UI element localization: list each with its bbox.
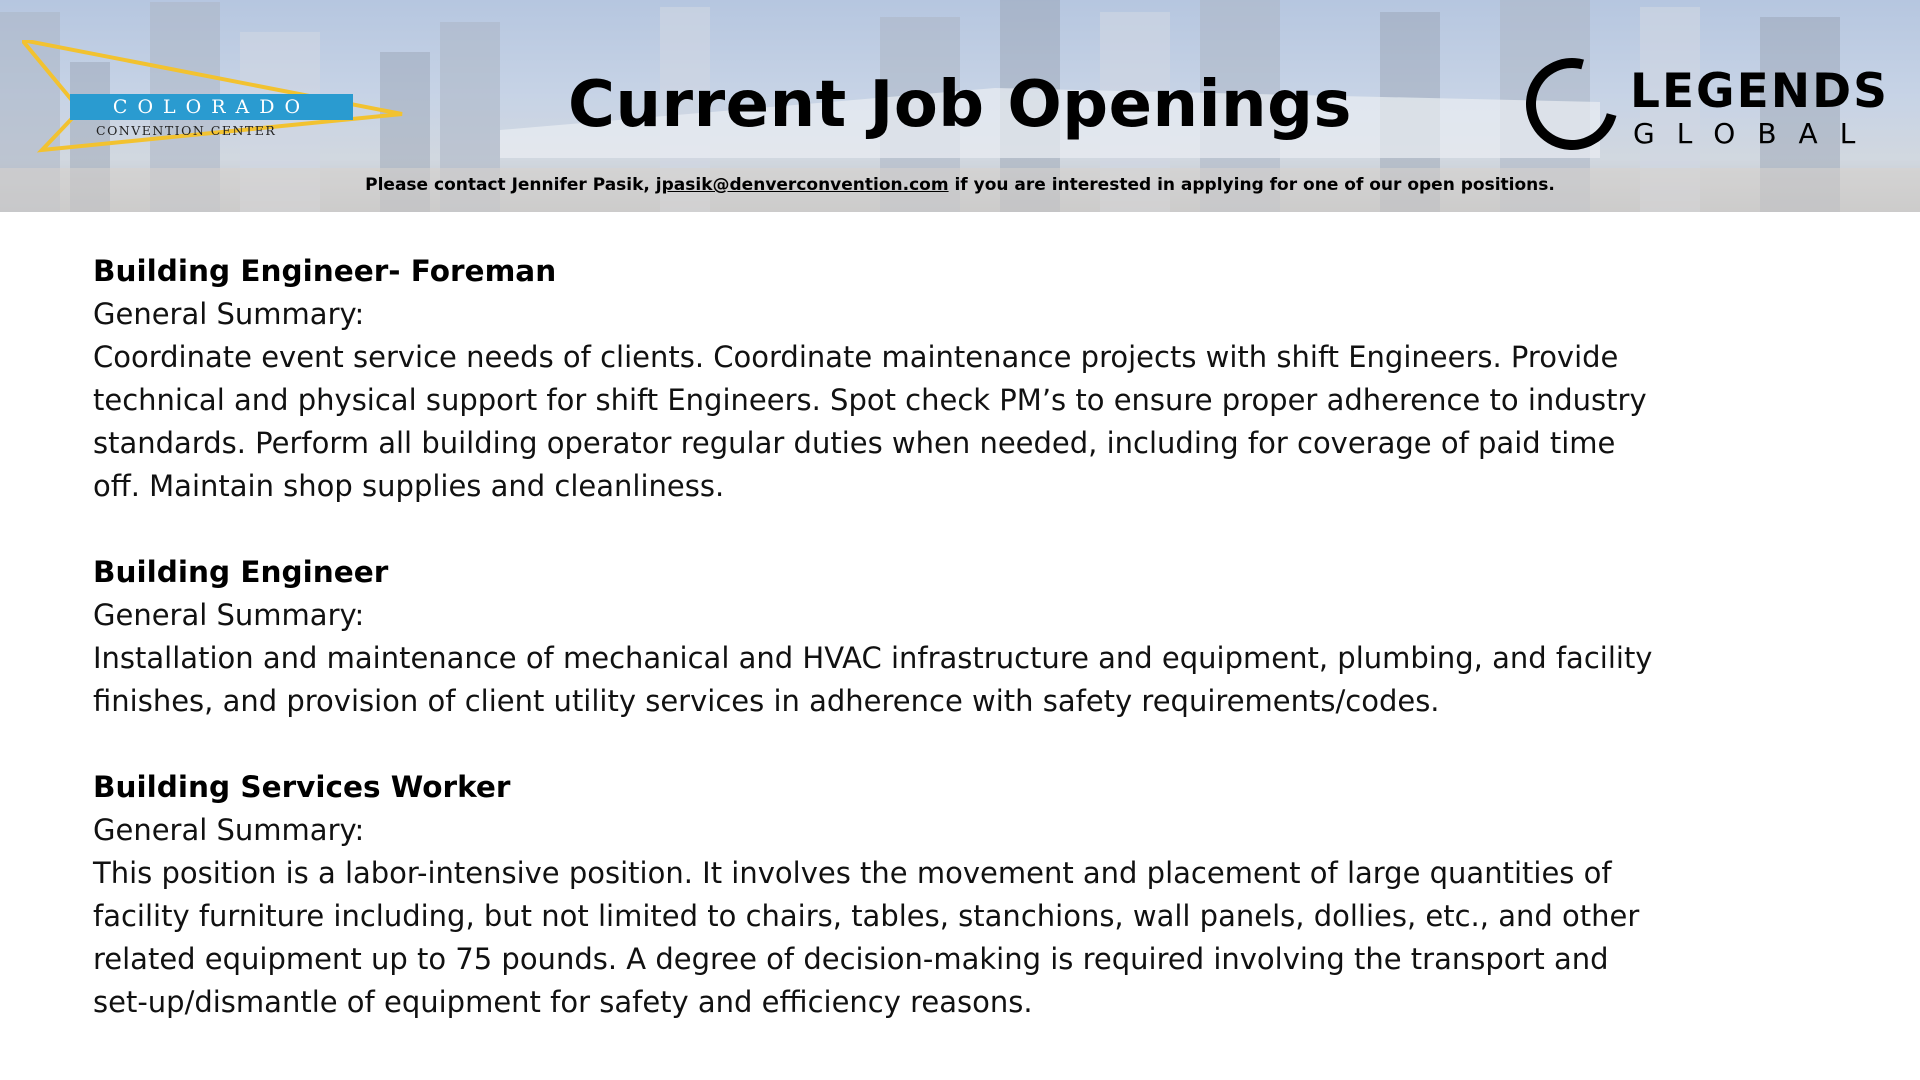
contact-prefix: Please contact Jennifer Pasik, (365, 175, 656, 195)
job-description-line: Installation and maintenance of mechanical and HVAC infrastructure and equipment, plumbing, and facility (93, 641, 1653, 675)
contact-suffix: if you are interested in applying for one of our open positions. (948, 175, 1555, 195)
job-title: Building Engineer (93, 555, 389, 589)
job-summary-label: General Summary: (93, 813, 365, 847)
contact-email-link[interactable]: jpasik@denverconvention.com (655, 175, 949, 195)
job-listings (93, 250, 1893, 1067)
logo-subtitle: CONVENTION CENTER (96, 123, 277, 138)
legends-logo-subword: GLOBAL (1633, 117, 1878, 150)
job-summary-label: General Summary: (93, 598, 365, 632)
job-description-line: facility furniture including, but not limited to chairs, tables, stanchions, wall panels, dollies, etc., and other (93, 899, 1640, 933)
header-banner (0, 0, 1920, 212)
job-entry (93, 250, 1893, 508)
job-description-line: related equipment up to 75 pounds. A degree of decision-making is required involving the transport and (93, 942, 1609, 976)
legends-logo-word: LEGENDS (1630, 64, 1889, 119)
job-summary-label: General Summary: (93, 297, 365, 331)
job-entry (93, 551, 1893, 723)
job-description-line: This position is a labor-intensive position. It involves the movement and placement of large quantities of (93, 856, 1612, 890)
job-description-line: set-up/dismantle of equipment for safety and efficiency reasons. (93, 985, 1033, 1019)
job-title: Building Services Worker (93, 770, 511, 804)
job-description-line: technical and physical support for shift Engineers. Spot check PM’s to ensure proper adherence to industry (93, 383, 1647, 417)
page-title: Current Job Openings (568, 68, 1352, 142)
job-description-line: Coordinate event service needs of clients. Coordinate maintenance projects with shift Engineers. Provide (93, 340, 1619, 374)
job-description-line: finishes, and provision of client utility services in adherence with safety requirements/codes. (93, 684, 1440, 718)
logo-name: COLORADO (70, 94, 353, 120)
job-title: Building Engineer- Foreman (93, 254, 557, 288)
legends-circle-icon (1509, 41, 1635, 167)
job-entry (93, 766, 1893, 1024)
contact-line (0, 175, 1920, 195)
job-description-line: standards. Perform all building operator regular duties when needed, including for coverage of paid time (93, 426, 1616, 460)
legends-global-logo (1516, 54, 1896, 164)
job-description-line: off. Maintain shop supplies and cleanliness. (93, 469, 725, 503)
